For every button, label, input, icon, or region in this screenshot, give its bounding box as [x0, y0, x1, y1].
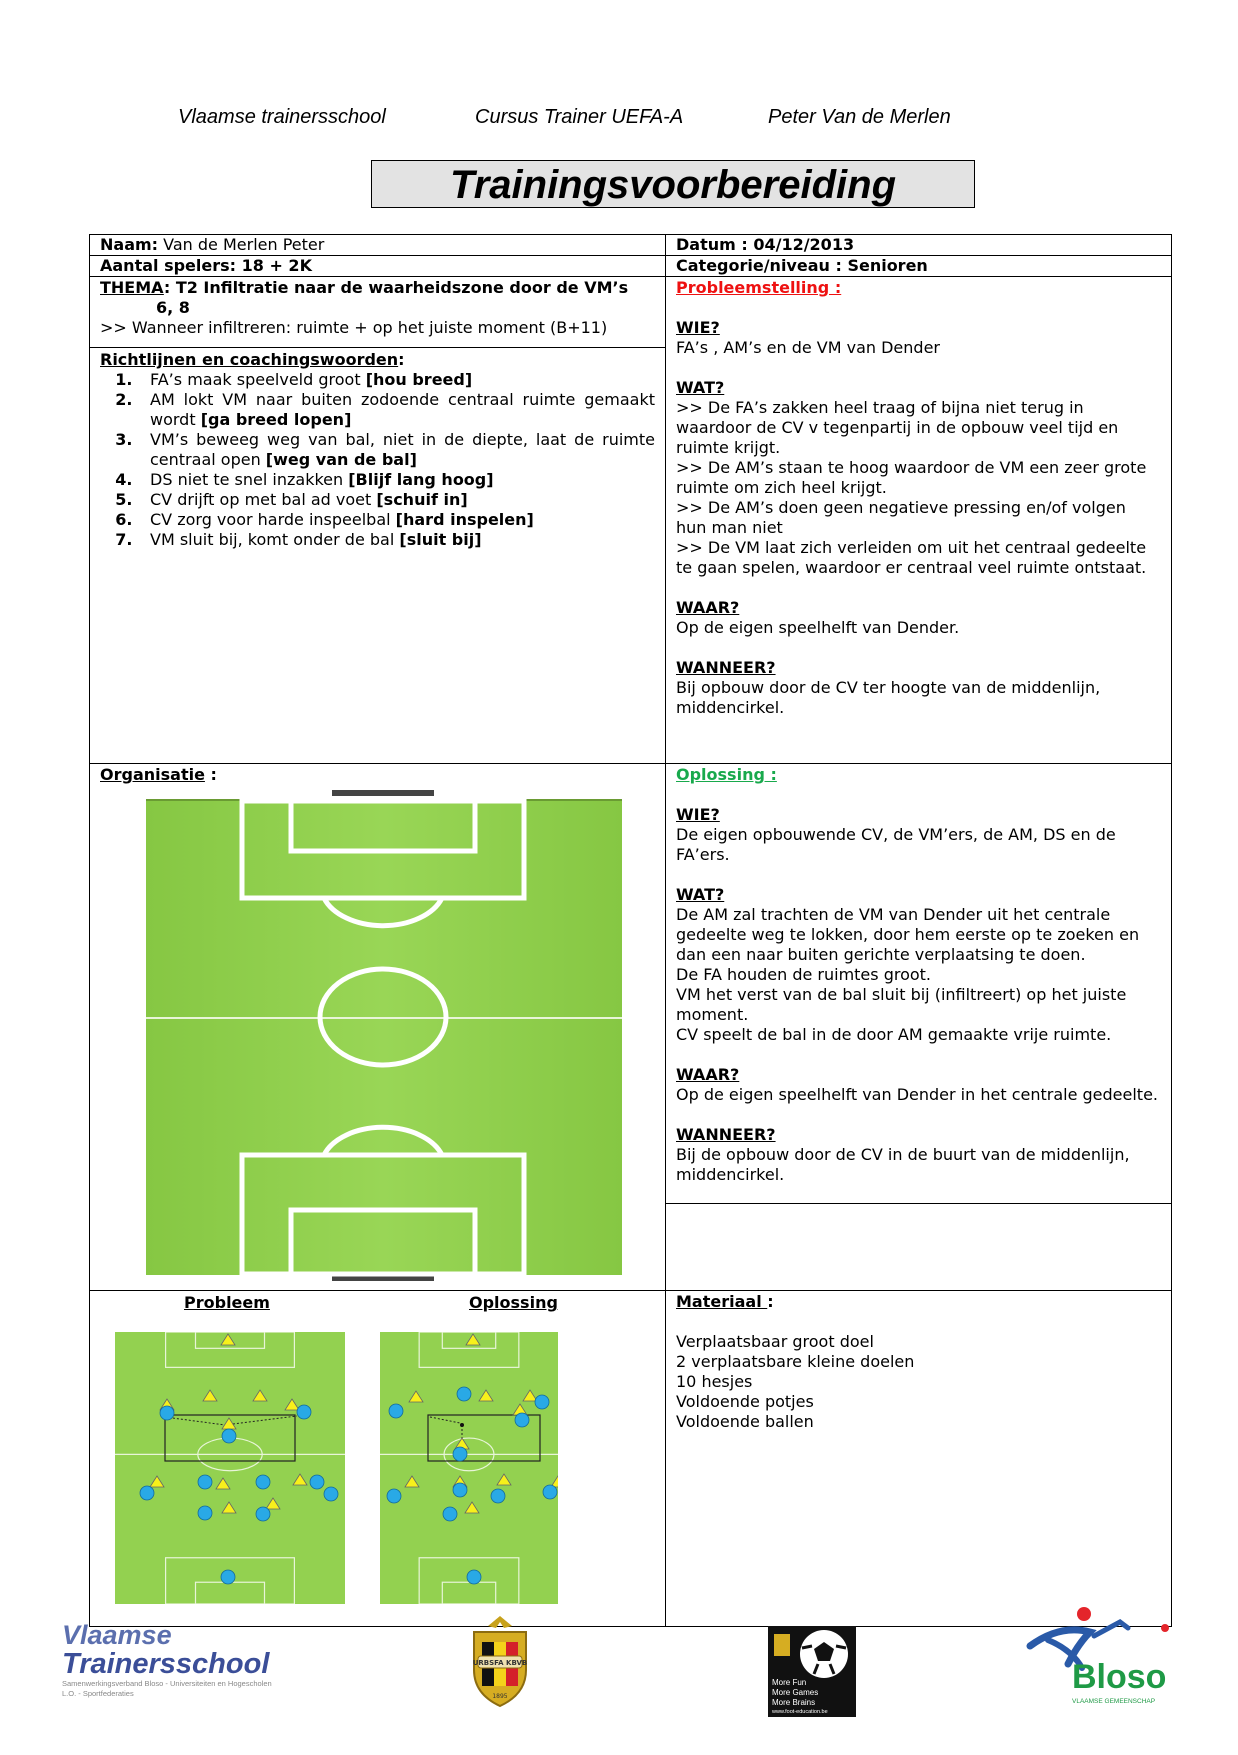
- coaching-list: [100, 370, 655, 550]
- probleem-wanneer: Bij opbouw door de CV ter hoogte van de middenlijn, middencirkel.: [676, 678, 1101, 717]
- halfway-line: [146, 1017, 622, 1019]
- mini-pitch-grass: [115, 1332, 345, 1604]
- thema-text-2: 6, 8: [156, 298, 190, 317]
- coaching-item: 2. AM lokt VM naar buiten zodoende centraal ruimte gemaakt wordt [ga breed lopen]: [138, 390, 655, 430]
- materiaal-cell: [666, 1291, 1172, 1627]
- oplossing-wie-label: WIE?: [676, 805, 720, 824]
- page-title: Trainingsvoorbereiding: [371, 160, 975, 208]
- pitch-grass: [146, 799, 622, 1275]
- probleem-waar: Op de eigen speelhelft van Dender.: [676, 618, 960, 637]
- player-marker: [297, 1405, 311, 1419]
- football-icon: [768, 1626, 856, 1678]
- kbvb-crest-icon: [460, 1612, 540, 1710]
- fe-line: More Games: [772, 1688, 819, 1697]
- player-marker: [457, 1387, 471, 1401]
- materiaal-colon: :: [767, 1292, 774, 1311]
- player-marker: [198, 1506, 212, 1520]
- vts-line1: Vlaamse: [62, 1620, 172, 1650]
- coaching-item: 1. FA’s maak speelveld groot [hou breed]: [138, 370, 655, 390]
- vts-line2: Trainersschool: [62, 1648, 270, 1680]
- player-marker: [222, 1429, 236, 1443]
- probleem-wat-2: >> De AM’s staan te hoog waardoor de VM een zeer grote ruimte om zich heel krijgt.: [676, 458, 1147, 497]
- mini-pitch-grass: [380, 1332, 558, 1604]
- probleem-wat-3: >> De AM’s doen geen negatieve pressing en/of volgen hun man niet: [676, 498, 1126, 537]
- player-marker: [256, 1475, 270, 1489]
- richtlijnen-heading: Richtlijnen en coachingswoorden: [100, 350, 399, 369]
- player-marker: [491, 1489, 505, 1503]
- coaching-item: 6. CV zorg voor harde inspeelbal [hard inspelen]: [138, 510, 655, 530]
- player-marker: [443, 1507, 457, 1521]
- player-marker: [453, 1483, 467, 1497]
- fe-line: More Brains: [772, 1698, 816, 1707]
- materiaal-item: 2 verplaatsbare kleine doelen: [676, 1352, 915, 1371]
- naam-cell: [90, 235, 666, 256]
- probleem-cell: [666, 277, 1172, 764]
- coaching-item: 7. VM sluit bij, komt onder de bal [sluit bij]: [138, 530, 655, 550]
- probleem-diagram-title: Probleem: [184, 1293, 270, 1312]
- oplossing-diagram: [380, 1332, 558, 1604]
- organisatie-label: Organisatie: [100, 765, 205, 784]
- oplossing-wanneer: Bij de opbouw door de CV in de buurt van de middenlijn, middencirkel.: [676, 1145, 1130, 1184]
- diagram-cell: [90, 1291, 666, 1627]
- richtlijnen-colon: :: [398, 350, 405, 369]
- thema-note: >> Wanneer infiltreren: ruimte + op het juiste moment (B+11): [100, 318, 608, 337]
- bloso-text: Bloso: [1072, 1658, 1167, 1696]
- probleem-heading: Probleemstelling :: [676, 278, 842, 297]
- datum-cell: Datum : 04/12/2013: [666, 235, 1172, 256]
- player-marker: [160, 1406, 174, 1420]
- oplossing-cell: [666, 764, 1172, 1291]
- naam-label: Naam:: [100, 235, 159, 254]
- spelers-cell: Aantal spelers: 18 + 2K: [90, 256, 666, 277]
- player-marker: [389, 1404, 403, 1418]
- naam-value: Van de Merlen Peter: [158, 235, 325, 254]
- header-course: Cursus Trainer UEFA-A: [475, 106, 684, 128]
- oplossing-wie: De eigen opbouwende CV, de VM’ers, de AM, DS en de FA’ers.: [676, 825, 1116, 864]
- oplossing-waar: Op de eigen speelhelft van Dender in het centrale gedeelte.: [676, 1085, 1158, 1104]
- coaching-item: 3. VM’s beweeg weg van bal, niet in de diepte, laat de ruimte centraal open [weg van de bal]: [138, 430, 655, 470]
- materiaal-heading: Materiaal: [676, 1292, 768, 1311]
- probleem-diagram: [115, 1332, 345, 1604]
- oplossing-wat-3: VM het verst van de bal sluit bij (infiltreert) op het juiste moment.: [676, 985, 1127, 1024]
- thema-label: THEMA: [100, 278, 164, 297]
- oplossing-waar-label: WAAR?: [676, 1065, 740, 1084]
- materiaal-item: Voldoende ballen: [676, 1412, 814, 1431]
- oplossing-wat-1: De AM zal trachten de VM van Dender uit het centrale gedeelte weg te lokken, door hem eerste op te zoeken en dan een naar buiten gerichte verplaatsing te doen.: [676, 905, 1140, 964]
- kbvb-year: 1895: [492, 1693, 508, 1700]
- player-marker: [310, 1475, 324, 1489]
- ball-marker: [460, 1423, 464, 1427]
- bloso-logo: [1020, 1606, 1180, 1706]
- bloso-sub: VLAAMSE GEMEENSCHAP: [1072, 1698, 1156, 1705]
- organisatie-colon: :: [204, 765, 217, 784]
- player-marker: [198, 1475, 212, 1489]
- foot-education-logo: [768, 1626, 856, 1717]
- probleem-wat-4: >> De VM laat zich verleiden om uit het centraal gedeelte te gaan spelen, waardoor er centraal veel ruimte ontstaat.: [676, 538, 1147, 577]
- vts-sub: Samenwerkingsverband Bloso - Universiteiten en Hogescholen L.O. - Sportfederaties: [62, 1679, 272, 1698]
- coaching-item: 4. DS niet te snel inzakken [Blijf lang hoog]: [138, 470, 655, 490]
- probleem-wat-1: >> De FA’s zakken heel traag of bijna niet terug in waardoor de CV v tegenpartij in de opbouw veel tijd en ruimte krijgt.: [676, 398, 1119, 457]
- oplossing-diagram-title: Oplossing: [469, 1293, 558, 1312]
- thema-text: : T2 Infiltratie naar de waarheidszone door de VM’s: [163, 278, 629, 297]
- kbvb-text: URBSFA KBVB: [472, 1659, 528, 1667]
- probleem-wie-label: WIE?: [676, 318, 720, 337]
- probleem-wie: FA’s , AM’s en de VM van Dender: [676, 338, 940, 357]
- probleem-wanneer-label: WANNEER?: [676, 658, 776, 677]
- training-table: [89, 234, 1172, 1627]
- probleem-wat-label: WAT?: [676, 378, 725, 397]
- player-marker: [467, 1570, 481, 1584]
- top-goal: [332, 790, 434, 796]
- oplossing-wanneer-label: WANNEER?: [676, 1125, 776, 1144]
- organisatie-pitch: [129, 785, 625, 1285]
- foot-education-lines: [772, 1678, 818, 1708]
- oplossing-wat-label: WAT?: [676, 885, 725, 904]
- player-marker: [387, 1489, 401, 1503]
- vlaamse-trainersschool-logo: [62, 1621, 287, 1699]
- player-marker: [535, 1395, 549, 1409]
- categorie-cell: Categorie/niveau : Senioren: [666, 256, 1172, 277]
- player-marker: [453, 1447, 467, 1461]
- fe-line: More Fun: [772, 1678, 807, 1687]
- header-school: Vlaamse trainersschool: [178, 106, 386, 128]
- oplossing-wat-2: De FA houden de ruimtes groot.: [676, 965, 932, 984]
- player-marker: [515, 1413, 529, 1427]
- fe-url: www.foot-education.be: [772, 1709, 828, 1715]
- player-marker: [543, 1485, 557, 1499]
- player-marker: [256, 1507, 270, 1521]
- oplossing-separator: [666, 1203, 1171, 1204]
- oplossing-wat-4: CV speelt de bal in de door AM gemaakte vrije ruimte.: [676, 1025, 1112, 1044]
- probleem-waar-label: WAAR?: [676, 598, 740, 617]
- player-marker: [140, 1486, 154, 1500]
- player-marker: [221, 1570, 235, 1584]
- oplossing-heading: Oplossing :: [676, 765, 777, 784]
- materiaal-item: Verplaatsbaar groot doel: [676, 1332, 874, 1351]
- coaching-item: 5. CV drijft op met bal ad voet [schuif in]: [138, 490, 655, 510]
- player-marker: [324, 1487, 338, 1501]
- materiaal-item: 10 hesjes: [676, 1372, 753, 1391]
- organisatie-cell: [90, 764, 666, 1291]
- header-author: Peter Van de Merlen: [768, 106, 951, 128]
- thema-cell: [90, 277, 666, 764]
- materiaal-item: Voldoende potjes: [676, 1392, 814, 1411]
